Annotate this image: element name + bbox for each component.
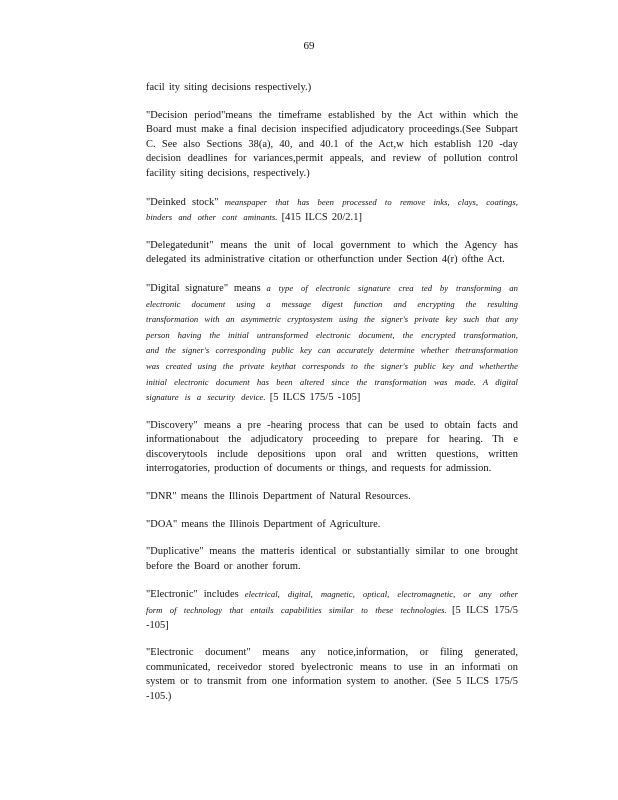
definition-term: "Electronic" includes: [146, 589, 239, 601]
definition-term: "Digital signature" means: [146, 282, 261, 294]
citation: [5 ILCS 175/5 -105]: [146, 605, 518, 631]
statutory-text: meanspaper that has been processed to remove inks, clays, coatings, binders and other cont aminants.: [146, 196, 518, 223]
definition-discovery: "Discovery" means a pre -hearing process that can be used to obtain facts and informationabout the adjudicatory proceeding to prepare for hearing. Th e discoverytools include depositions upon oral and written questions, written interrogatories, production of documents or things, and requests for admission.: [146, 419, 518, 475]
definition-electronic: [146, 587, 518, 633]
definition-term: "Deinked stock": [146, 196, 219, 208]
definition-duplicative: "Duplicative" means the matteris identical or substantially similar to one brought before the Board or another forum.: [146, 546, 518, 572]
statutory-text: electrical, digital, magnetic, optical, electromagnetic, or any other form of technology that entails capabilities similar to these technologies.: [146, 589, 518, 616]
definition-delegated-unit: "Delegatedunit" means the unit of local government to which the Agency has delegated its administrative citation or otherfunction under Section 4(r) ofthe Act.: [146, 239, 518, 266]
definition-electronic-document: "Electronic document" means any notice,information, or filing generated, communicated, receivedor stored byelectronic means to use in an informati on system or to transmit from one information system to another. (See 5 ILCS 175/5 -105.): [146, 647, 518, 702]
definition-decision-period: "Decision period"means the timeframe established by the Act within which the Board must make a final decision inspecified adjudicatory proceedings.(See Subpart C. See also Sections 38(a), 40, and 40.1 of the Act,w hich establish 120 -day decision deadlines for variances,permit appeals, and review of pollution control facility siting decisions, respectively.): [146, 109, 518, 179]
page-number: 69: [303, 40, 315, 52]
statutory-text: a type of electronic signature crea ted by transforming an electronic document using a message digest function and encrypting the resulting transformation with an asymmetric cryptosystem using the signer's private key such that any person having the initial untransformed electronic document, the encrypted transformation, and the signer's corresponding public key can accurately determine whether thetransformation was created using the private keythat corresponds to the signer's public key and whetherthe initial electronic document has been altered since the transformation was made. A digital signature is a security device.: [146, 282, 518, 403]
definition-doa: "DOA" means the Illinois Department of Agriculture.: [146, 518, 381, 530]
definition-dnr: "DNR" means the Illinois Department of Natural Resources.: [146, 491, 411, 503]
paragraph-continuation: facil ity siting decisions respectively.): [146, 82, 312, 93]
citation: [415 ILCS 20/2.1]: [281, 212, 362, 224]
definition-deinked-stock: [146, 195, 518, 226]
citation: [5 ILCS 175/5 -105]: [269, 392, 361, 404]
definitions-column: [146, 81, 518, 718]
definition-digital-signature: [146, 281, 518, 406]
